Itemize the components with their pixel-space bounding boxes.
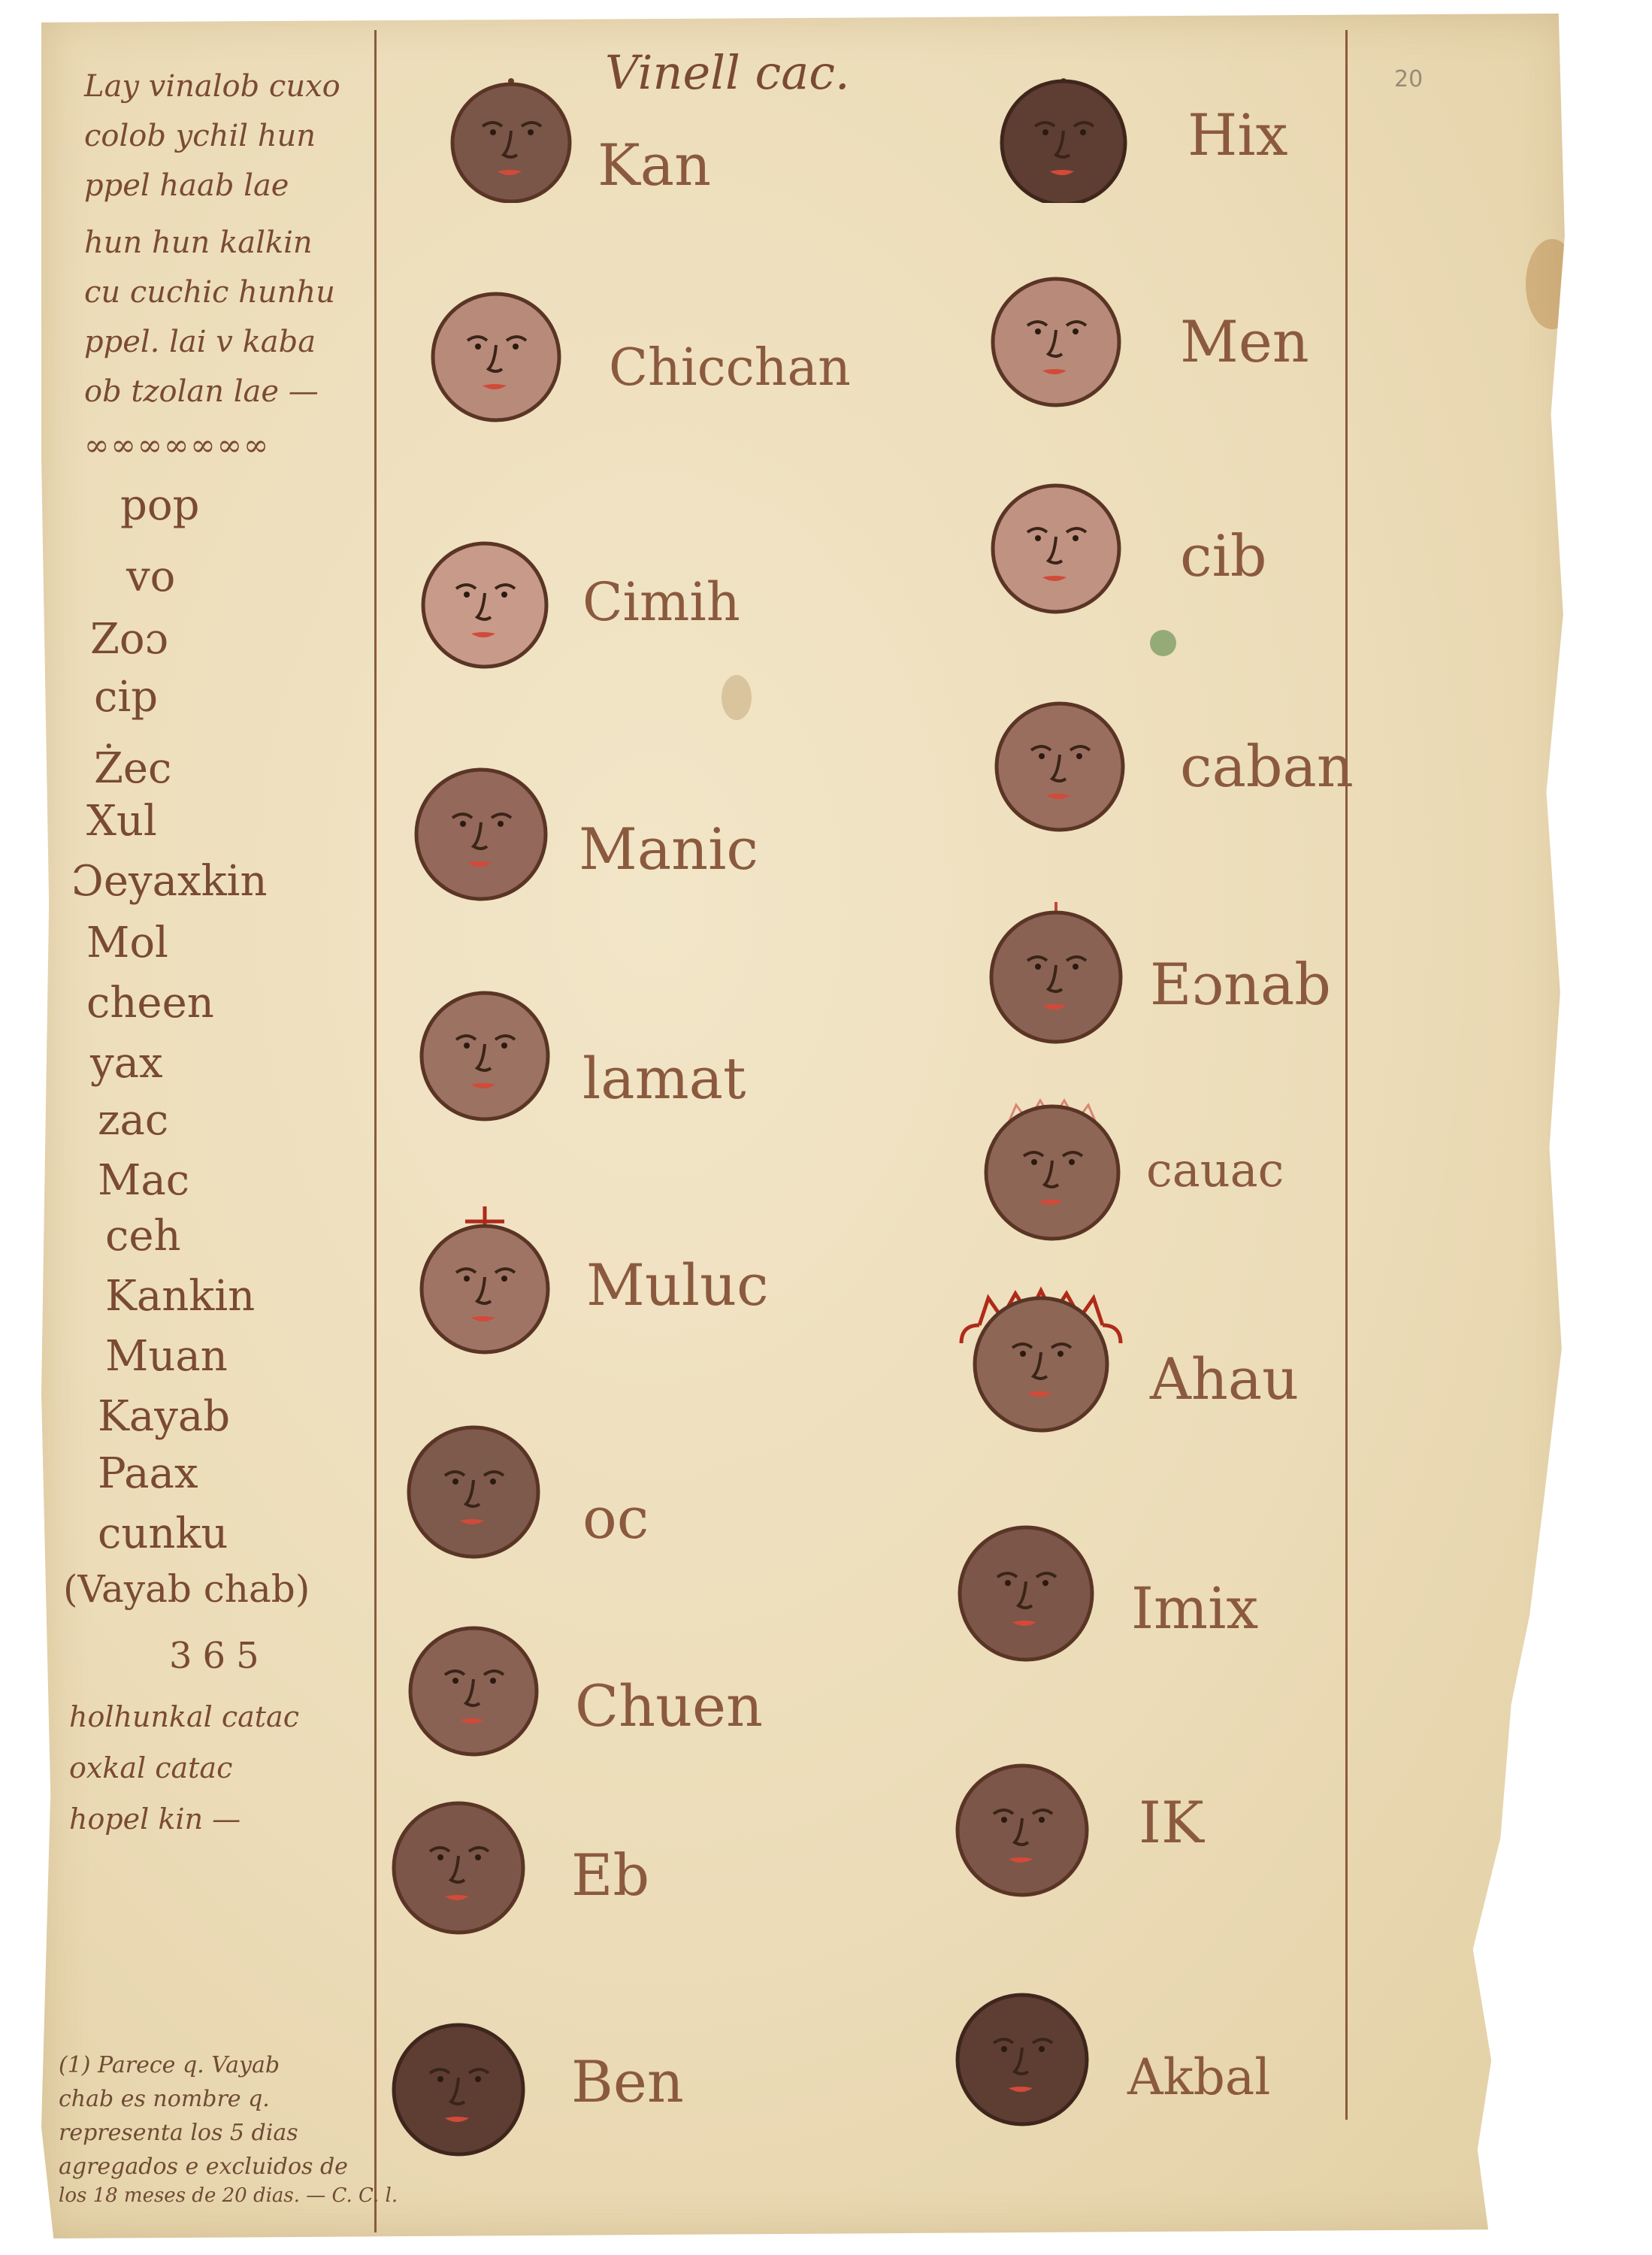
note-line: hopel kin —	[69, 1802, 241, 1836]
day-face-cauac	[970, 1052, 1135, 1248]
day-name-hix: Hix	[1188, 101, 1288, 168]
day-face-men	[981, 267, 1131, 417]
note-line: ob tzolan lae —	[84, 374, 319, 409]
month-name: Mac	[98, 1156, 190, 1205]
stain	[722, 675, 752, 720]
day-name-etznab: Eɔnab	[1150, 951, 1331, 1018]
day-face-ben	[383, 2014, 534, 2165]
month-name: pop	[120, 481, 200, 530]
day-name-caban: caban	[1180, 733, 1354, 800]
note-line: oxkal catac	[69, 1751, 233, 1784]
rule-line-right	[1345, 30, 1348, 2120]
month-name: Żec	[94, 744, 172, 793]
rule-line-left	[374, 30, 377, 2232]
day-face-imix	[951, 1518, 1101, 1669]
day-face-muluc	[410, 1146, 560, 1357]
day-name-oc: oc	[582, 1485, 649, 1551]
day-name-kan: Kan	[598, 132, 712, 198]
month-name: cunku	[98, 1509, 228, 1558]
month-name: vo	[126, 552, 176, 601]
month-name: Zoɔ	[90, 615, 168, 664]
day-face-akbal	[947, 1984, 1097, 2135]
day-name-cimih: Cimih	[582, 571, 740, 633]
day-name-lamat: lamat	[582, 1045, 746, 1112]
stain	[1526, 239, 1578, 329]
day-face-chuen	[398, 1616, 549, 1766]
month-name: Xul	[86, 797, 157, 846]
page-header: Vinell cac.	[605, 45, 850, 100]
day-face-lamat	[410, 981, 560, 1131]
footnote-line: representa los 5 dias	[59, 2120, 298, 2146]
day-name-imix: Imix	[1131, 1575, 1259, 1642]
footnote-line: chab es nombre q.	[59, 2086, 270, 2112]
footnote-line: los 18 meses de 20 dias. — C. C. l.	[59, 2184, 398, 2207]
day-face-ahau	[921, 1240, 1161, 1451]
day-face-oc	[398, 1417, 549, 1567]
note-line: hun hun kalkin	[84, 226, 313, 260]
day-name-ik: IK	[1139, 1789, 1204, 1856]
month-name: yax	[90, 1039, 163, 1088]
day-name-manic: Manic	[579, 816, 758, 882]
day-name-cib: cib	[1180, 522, 1267, 589]
day-face-etznab	[973, 849, 1139, 1045]
month-name: Paax	[98, 1449, 198, 1498]
month-name: Muan	[105, 1332, 228, 1381]
day-face-kan	[436, 15, 586, 203]
month-name: ceh	[105, 1212, 181, 1261]
flourish: ∞∞∞∞∞∞∞	[84, 428, 271, 463]
note-line: colob ychil hun	[84, 119, 316, 153]
day-name-men: Men	[1180, 308, 1309, 375]
month-name: cip	[94, 673, 159, 722]
day-face-cib	[981, 474, 1131, 624]
day-face-caban	[985, 692, 1135, 842]
year-total: 365	[169, 1635, 270, 1677]
note-line: Lay vinalob cuxo	[84, 69, 340, 104]
month-name: Ɔeyaxkin	[71, 857, 268, 906]
month-name: Mol	[86, 919, 168, 967]
note-line: cu cuchic hunhu	[84, 275, 335, 310]
page-number: 20	[1394, 66, 1424, 92]
day-face-eb	[383, 1793, 534, 1943]
note-line: ppel. lai v kaba	[84, 325, 316, 359]
day-name-eb: Eb	[571, 1842, 650, 1908]
day-name-cauac: cauac	[1146, 1143, 1284, 1197]
day-name-akbal: Akbal	[1127, 2048, 1271, 2106]
month-name: Kankin	[105, 1272, 256, 1321]
month-name: Kayab	[98, 1392, 231, 1441]
day-name-ahau: Ahau	[1150, 1345, 1300, 1412]
day-face-manic	[406, 759, 556, 910]
month-name: (Vayab chab)	[63, 1567, 310, 1611]
footnote-line: (1) Parece q. Vayab	[59, 2052, 280, 2078]
day-face-cimih	[410, 530, 560, 680]
stain	[1150, 630, 1176, 656]
day-face-hix	[988, 15, 1139, 203]
month-name: cheen	[86, 979, 214, 1028]
note-line: holhunkal catac	[69, 1700, 299, 1733]
day-face-ik	[947, 1755, 1097, 1905]
day-face-chicchan	[421, 282, 571, 432]
footnote-line: agregados e excluidos de	[59, 2154, 348, 2180]
day-name-chicchan: Chicchan	[609, 338, 851, 398]
note-line: ppel haab lae	[84, 168, 289, 203]
day-name-ben: Ben	[571, 2048, 684, 2115]
day-name-muluc: Muluc	[586, 1252, 769, 1318]
day-name-chuen: Chuen	[575, 1672, 763, 1739]
month-name: zac	[98, 1096, 169, 1145]
